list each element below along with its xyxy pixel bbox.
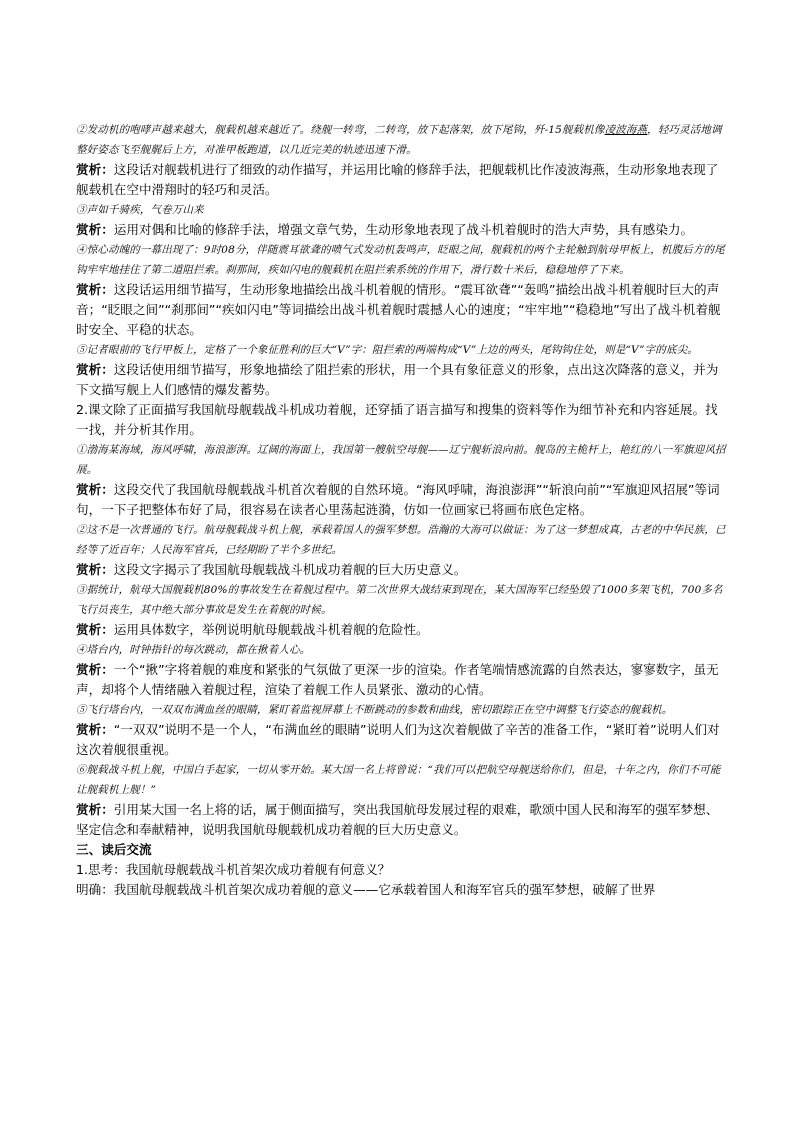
body-paragraph [76, 860, 728, 880]
analysis-text: 引用某大国一名上将的话，属于侧面描写，突出我国航母发展过程的艰难，歌颂中国人民和海军的强军梦想、坚定信念和奉献精神，说明我国航母舰载机成功着舰的巨大历史意义。 [76, 802, 719, 837]
quote-paragraph [76, 440, 728, 480]
analysis-text: 这段文字揭示了我国航母舰载战斗机成功着舰的巨大历史意义。 [113, 562, 467, 577]
analysis-paragraph [76, 720, 728, 760]
analysis-label: 赏析： [76, 282, 114, 297]
quote-paragraph [76, 120, 728, 160]
underlined-phrase: 凌波海燕 [604, 124, 648, 136]
analysis-paragraph [76, 660, 728, 700]
analysis-text: 这段交代了我国航母舰载战斗机首次着舰的自然环境。“海风呼啸，海浪澎湃”“斩浪向前”“军旗迎风招展”等词句，一下子把整体布好了局，很容易在读者心里荡起涟漪，仿如一位画家已将画布底色定格。 [76, 482, 720, 517]
analysis-paragraph [76, 160, 728, 200]
analysis-paragraph [76, 280, 728, 340]
quote-paragraph [76, 580, 728, 620]
quote-text: ④惊心动魄的一幕出现了：9时08分，伴随震耳欲聋的喷气式发动机轰鸣声，眨眼之间，舰载机的两个主轮触到航母甲板上，机腹后方的尾钩牢牢地挂住了第二道阻拦索。刹那间，疾如闪电的舰载机在阻拦索系统的作用下，滑行数十米后，稳稳地停了下来。 [76, 244, 725, 276]
quote-text: ④塔台内，时钟指针的每次跳动，都在揪着人心。 [76, 644, 311, 656]
analysis-label: 赏析： [76, 622, 114, 637]
quote-text: ③声如千骑疾，气卷万山来 [76, 204, 204, 216]
quote-text: ②这不是一次普通的飞行。航母舰载战斗机上舰，承载着国人的强军梦想。浩瀚的大海可以做证：为了这一梦想成真，古老的中华民族，已经等了近百年；人民海军官兵，已经期盼了半个多世纪。 [76, 524, 726, 556]
analysis-label: 赏析： [76, 222, 114, 237]
analysis-text: 运用具体数字，举例说明航母舰载战斗机着舰的危险性。 [113, 622, 429, 637]
analysis-label: 赏析： [76, 562, 114, 577]
quote-paragraph [76, 200, 728, 220]
analysis-paragraph [76, 480, 728, 520]
quote-text: ⑥舰载战斗机上舰，中国白手起家，一切从零开始。某大国一名上将曾说：“我们可以把航空母舰送给你们，但是，十年之内，你们不可能让舰载机上舰！” [76, 764, 721, 796]
analysis-label: 赏析： [76, 482, 114, 497]
analysis-text: 这段话运用细节描写，生动形象地描绘出战斗机着舰的情形。“震耳欲聋”“轰鸣”描绘出战斗机着舰时巨大的声音；“眨眼之间”“刹那间”“疾如闪电”等词描绘出战斗机着舰时震撼人心的速度；“牢牢地”“稳稳地”写出了战斗机着舰时安全、平稳的状态。 [76, 282, 721, 337]
quote-paragraph [76, 340, 728, 360]
heading-text: 三、读后交流 [76, 842, 152, 857]
quote-paragraph [76, 240, 728, 280]
analysis-paragraph [76, 220, 728, 240]
analysis-paragraph [76, 620, 728, 640]
analysis-text: 这段话对舰载机进行了细致的动作描写，并运用比喻的修辞手法，把舰载机比作凌波海燕，生动形象地表现了舰载机在空中滑翔时的轻巧和灵活。 [76, 162, 719, 197]
quote-text: ③据统计，航母大国舰载机80%的事故发生在着舰过程中。第二次世界大战结束到现在，某大国海军已经坠毁了1000多架飞机，700多名飞行员丧生，其中绝大部分事故是发生在着舰的时候。 [76, 584, 723, 616]
quote-paragraph [76, 640, 728, 660]
analysis-paragraph [76, 560, 728, 580]
section-heading [76, 840, 728, 860]
analysis-text: 运用对偶和比喻的修辞手法，增强文章气势，生动形象地表现了战斗机着舰时的浩大声势，具有感染力。 [113, 222, 694, 237]
analysis-paragraph [76, 800, 728, 840]
analysis-text: 一个“揪”字将着舰的难度和紧张的气氛做了更深一步的渲染。作者笔端情感流露的自然表达，寥寥数字，虽无声，却将个人情绪融入着舰过程，渲染了着舰工作人员紧张、激动的心情。 [76, 662, 719, 697]
analysis-text: “一双双”说明不是一个人，“布满血丝的眼睛”说明人们为这次着舰做了辛苦的准备工作，“紧盯着”说明人们对这次着舰很重视。 [76, 722, 720, 757]
body-text: 1.思考：我国航母舰载战斗机首架次成功着舰有何意义？ [76, 862, 391, 877]
analysis-label: 赏析： [76, 722, 114, 737]
body-paragraph [76, 880, 728, 900]
analysis-text: 这段话使用细节描写，形象地描绘了阻拦索的形状，用一个具有象征意义的形象，点出这次降落的意义，并为下文描写舰上人们感情的爆发蓄势。 [76, 362, 719, 397]
quote-paragraph [76, 520, 728, 560]
quote-paragraph [76, 700, 728, 720]
analysis-label: 赏析： [76, 802, 114, 817]
analysis-label: 赏析： [76, 162, 114, 177]
quote-text: ⑤记者眼前的飞行甲板上，定格了一个象征胜利的巨大“V”字：阻拦索的两端构成“V”上边的两头，尾钩钩住处，则是“V”字的底尖。 [76, 344, 698, 356]
quote-text: ②发动机的咆哮声越来越大，舰载机越来越近了。绕舰一转弯，二转弯，放下起落架，放下尾钩，歼-15舰载机像 [76, 124, 605, 136]
analysis-label: 赏析： [76, 662, 114, 677]
quote-paragraph [76, 760, 728, 800]
body-text: 2.课文除了正面描写我国航母舰载战斗机成功着舰，还穿插了语言描写和搜集的资料等作为细节补充和内容延展。找一找，并分析其作用。 [76, 402, 718, 437]
document-page [76, 120, 728, 900]
quote-text: ，轻巧灵活地调整好姿态飞至舰艉后上方，对准甲板跑道，以几近完美的轨迹迅速下滑。 [76, 124, 722, 156]
analysis-paragraph [76, 360, 728, 400]
quote-text: ⑤飞行塔台内，一双双布满血丝的眼睛，紧盯着监视屏幕上不断跳动的参数和曲线，密切跟踪正在空中调整飞行姿态的舰载机。 [76, 704, 673, 716]
body-paragraph [76, 400, 728, 440]
body-text: 明确：我国航母舰载战斗机首架次成功着舰的意义——它承载着国人和海军官兵的强军梦想，破解了世界 [76, 882, 656, 897]
analysis-label: 赏析： [76, 362, 114, 377]
quote-text: ①渤海某海域，海风呼啸，海浪澎湃。辽阔的海面上，我国第一艘航空母舰——辽宁舰斩浪向前。舰岛的主桅杆上，艳红的八一军旗迎风招展。 [76, 444, 726, 476]
